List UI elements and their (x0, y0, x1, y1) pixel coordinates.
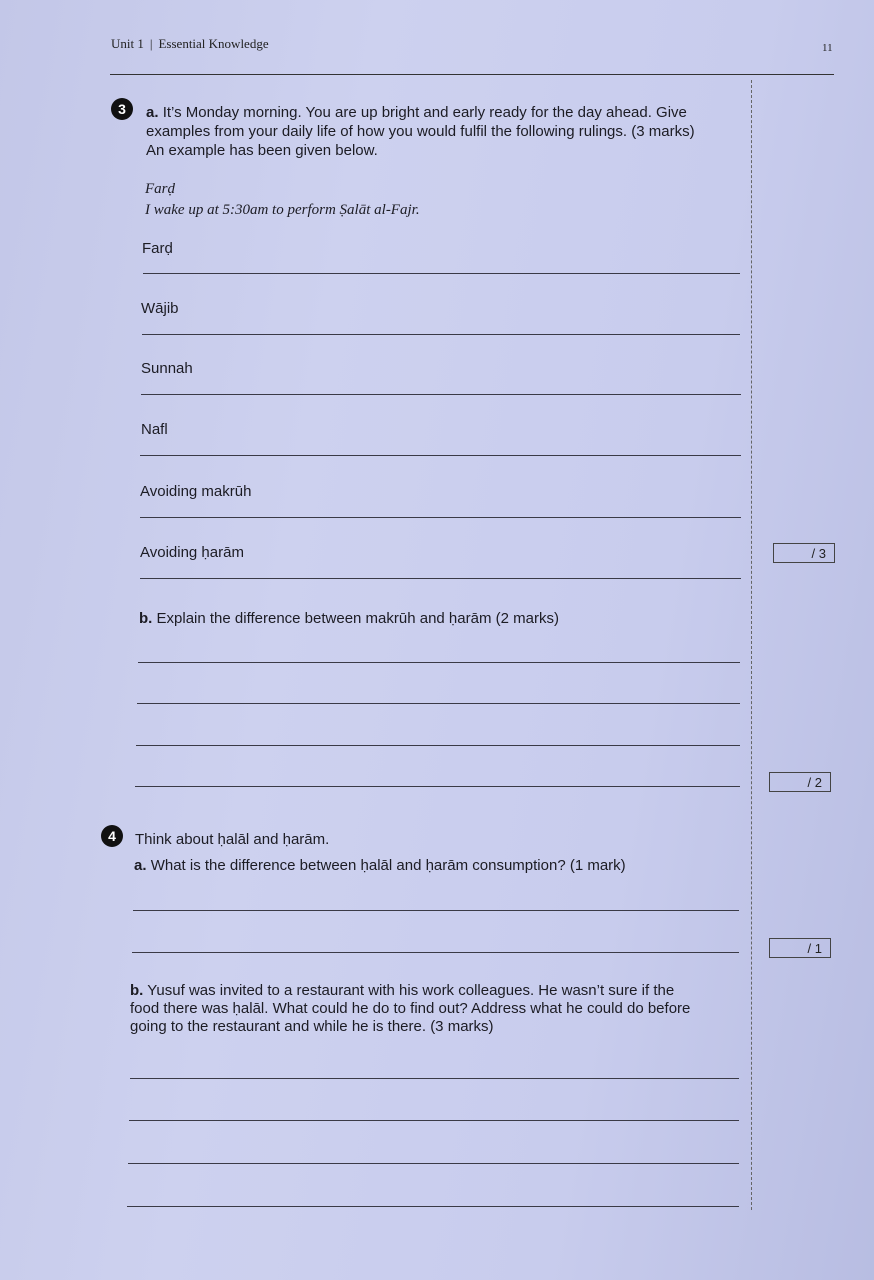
question-4b-prompt (130, 982, 745, 1036)
answer-line-q3b-2[interactable] (137, 703, 740, 704)
answer-line-q4b-2[interactable] (129, 1120, 739, 1121)
question-3-badge: 3 (111, 98, 133, 120)
q3b-text: Explain the difference between makrūh and ḥarām (2 marks) (156, 610, 559, 627)
q3a-prefix: a. (146, 104, 159, 121)
question-4-intro: Think about ḥalāl and ḥarām. (135, 831, 330, 848)
page-number: 11 (822, 42, 833, 54)
answer-line-q4a-1[interactable] (133, 910, 739, 911)
question-4a-prompt (134, 856, 744, 875)
header-rule (110, 74, 834, 75)
q4a-text: What is the difference between ḥalāl and ḥarām consumption? (1 mark) (150, 857, 626, 874)
score-box-q3a[interactable]: / 3 (773, 543, 835, 563)
q4b-line1: Yusuf was invited to a restaurant with his work colleagues. He wasn’t sure if the (147, 982, 675, 999)
answer-line-q4b-4[interactable] (127, 1206, 739, 1207)
q3b-prefix: b. (139, 610, 153, 627)
q4b-prefix: b. (130, 982, 144, 999)
answer-line-haram[interactable] (140, 578, 741, 579)
answer-line-q4b-3[interactable] (128, 1163, 739, 1164)
running-header (111, 36, 269, 52)
margin-dashed-divider (751, 80, 752, 1210)
answer-line-nafl[interactable] (140, 455, 741, 456)
q4b-line2: food there was ḥalāl. What could he do to find out? Address what he could do before (130, 1000, 691, 1017)
answer-line-makruh[interactable] (140, 517, 741, 518)
header-separator: | (149, 36, 153, 51)
answer-line-q3b-1[interactable] (138, 662, 740, 663)
question-3a-prompt (146, 103, 746, 160)
question-3b-prompt (139, 609, 559, 628)
unit-label: Unit 1 (111, 36, 144, 51)
example-label: Farḍ (145, 181, 175, 197)
q3a-line2: examples from your daily life of how you would fulfil the following rulings. (3 marks) (146, 123, 695, 140)
score-box-q3b[interactable]: / 2 (769, 772, 831, 792)
answer-line-q3b-4[interactable] (135, 786, 740, 787)
answer-line-sunnah[interactable] (141, 394, 741, 395)
answer-line-q4b-1[interactable] (130, 1078, 739, 1079)
section-title: Essential Knowledge (158, 36, 269, 51)
ruling-sunnah-label: Sunnah (141, 360, 193, 377)
answer-line-wajib[interactable] (142, 334, 740, 335)
score-box-q4a[interactable]: / 1 (769, 938, 831, 958)
answer-line-q3b-3[interactable] (136, 745, 740, 746)
ruling-fard-label: Farḍ (142, 240, 173, 257)
ruling-wajib-label: Wājib (141, 300, 179, 317)
q3a-line3: An example has been given below. (146, 142, 378, 159)
example-answer: I wake up at 5:30am to perform Ṣalāt al-Fajr. (145, 202, 420, 218)
ruling-makruh-label: Avoiding makrūh (140, 483, 252, 500)
answer-line-q4a-2[interactable] (132, 952, 739, 953)
ruling-haram-label: Avoiding ḥarām (140, 544, 244, 561)
answer-line-fard[interactable] (143, 273, 740, 274)
q4a-prefix: a. (134, 857, 147, 874)
q3a-line1: It’s Monday morning. You are up bright and early ready for the day ahead. Give (162, 104, 687, 121)
q4b-line3: going to the restaurant and while he is there. (3 marks) (130, 1018, 494, 1035)
ruling-nafl-label: Nafl (141, 421, 168, 438)
question-4-badge: 4 (101, 825, 123, 847)
